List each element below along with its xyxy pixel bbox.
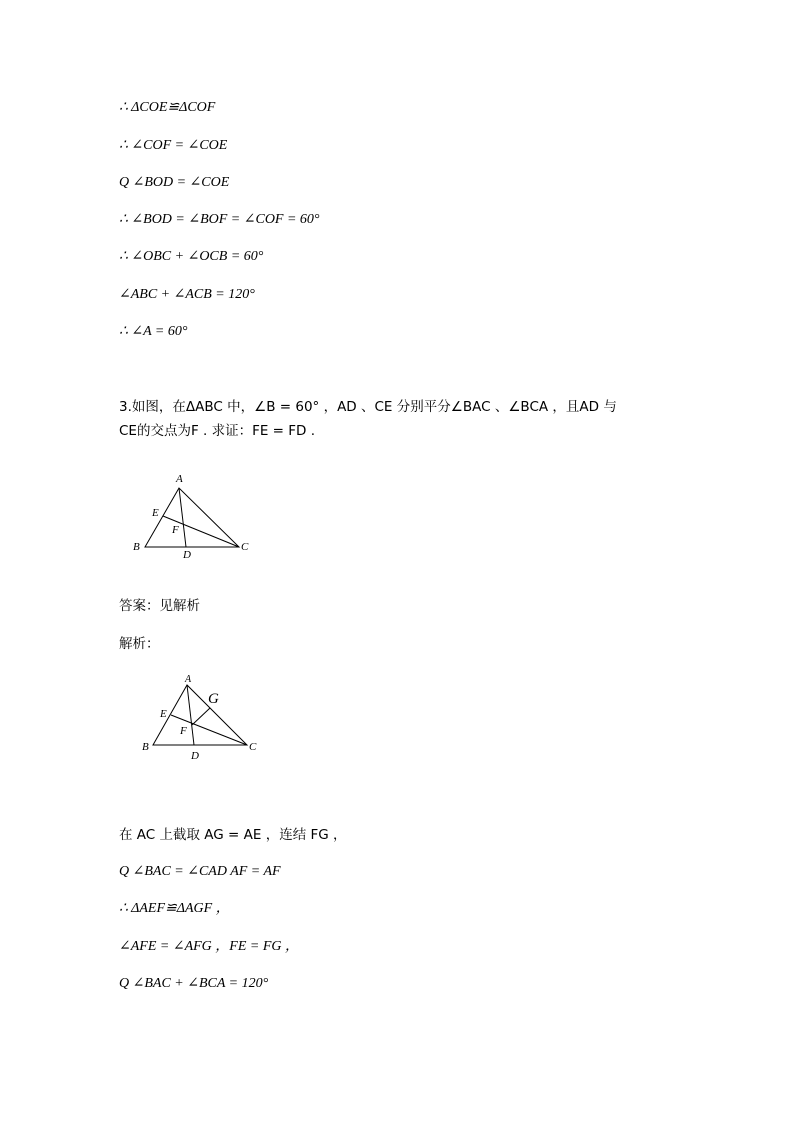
bisector-ad bbox=[179, 488, 186, 547]
solution-line-4: ∠AFE = ∠AFG ，FE = FG ， bbox=[119, 939, 299, 954]
label-c: C bbox=[249, 741, 257, 753]
solution-line-3: ∴ ΔAEF≌ΔAGF ， bbox=[119, 901, 230, 916]
label-a: A bbox=[176, 473, 183, 485]
problem-statement-line-2: CE的交点为F . 求证：FE = FD . bbox=[119, 423, 316, 439]
problem-statement-line-1: 3.如图，在ΔABC 中，∠B = 60° ，AD 、CE 分别平分∠BAC 、∠BCA ，且AD 与 bbox=[119, 399, 617, 415]
label-c: C bbox=[241, 541, 249, 553]
label-e: E bbox=[160, 708, 167, 720]
label-f: F bbox=[172, 524, 179, 536]
answer-text: 答案：见解析 bbox=[119, 598, 200, 614]
label-a: A bbox=[185, 674, 192, 685]
label-g: G bbox=[208, 691, 219, 707]
proof-line-1: ∴ ΔCOE≌ΔCOF bbox=[119, 100, 216, 115]
proof-line-4: ∴ ∠BOD = ∠BOF = ∠COF = 60° bbox=[119, 212, 320, 227]
label-b: B bbox=[142, 741, 149, 753]
proof-line-7: ∴ ∠A = 60° bbox=[119, 324, 188, 339]
label-b: B bbox=[133, 541, 140, 553]
triangle-abc bbox=[153, 685, 247, 745]
analysis-label: 解析： bbox=[119, 636, 160, 652]
label-e: E bbox=[152, 507, 159, 519]
proof-line-3: Q ∠BOD = ∠COE bbox=[119, 175, 230, 190]
segment-fg bbox=[192, 708, 210, 725]
triangle-abc bbox=[145, 488, 239, 547]
solution-line-2: Q ∠BAC = ∠CAD AF = AF bbox=[119, 864, 281, 879]
proof-line-6: ∠ABC + ∠ACB = 120° bbox=[119, 287, 255, 302]
label-f: F bbox=[180, 725, 187, 737]
proof-line-5: ∴ ∠OBC + ∠OCB = 60° bbox=[119, 249, 264, 264]
bisector-ad bbox=[187, 685, 194, 745]
solution-line-1: 在 AC 上截取 AG = AE ，连结 FG ， bbox=[119, 827, 347, 843]
proof-line-2: ∴ ∠COF = ∠COE bbox=[119, 138, 228, 153]
triangle-figure-2 bbox=[134, 670, 266, 766]
label-d: D bbox=[191, 750, 199, 762]
label-d: D bbox=[183, 549, 191, 560]
solution-line-5: Q ∠BAC + ∠BCA = 120° bbox=[119, 976, 269, 991]
triangle-figure-1 bbox=[126, 468, 256, 560]
